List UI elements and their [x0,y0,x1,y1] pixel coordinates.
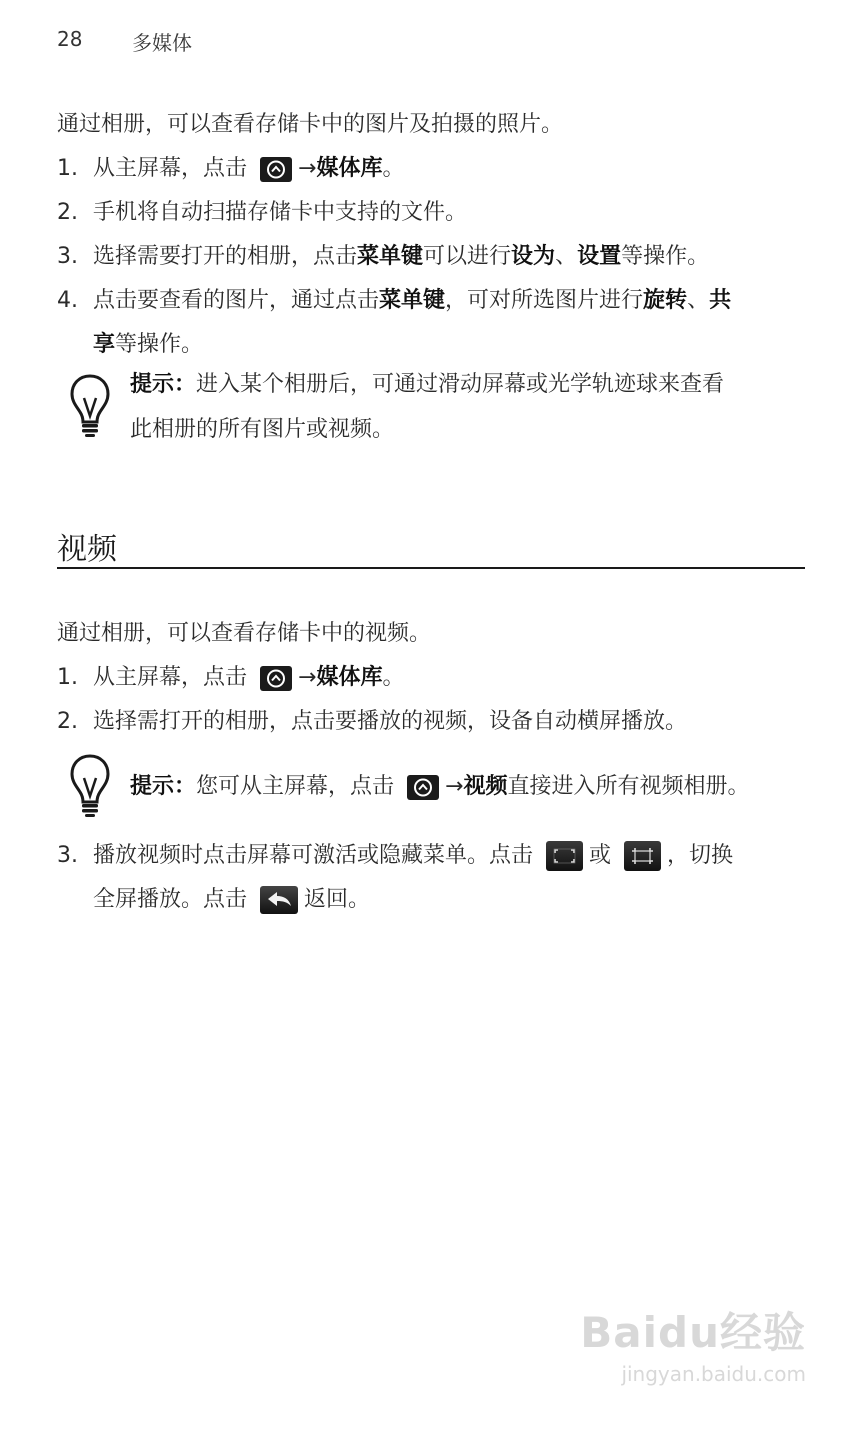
home-button-icon [407,775,439,800]
exit-fullscreen-icon [624,841,661,871]
watermark-url: jingyan.baidu.com [621,1362,806,1386]
album-tip-line2: 此相册的所有图片或视频。 [130,417,395,442]
album-intro: 通过相册，可以查看存储卡中的图片及拍摄的照片。 [57,112,564,137]
home-button-icon [260,666,292,691]
chapter-title: 多媒体 [132,31,192,55]
video-step-1: 1. 从主屏幕，点击 →媒体库。 [57,665,405,690]
album-step-1: 1. 从主屏幕，点击 →媒体库。 [57,156,405,181]
section-title-video: 视频 [57,532,117,567]
album-step-4: 4. 点击要查看的图片，通过点击菜单键，可对所选图片进行旋转、共 [57,288,732,313]
video-step-2: 2. 选择需打开的相册，点击要播放的视频，设备自动横屏播放。 [57,709,688,734]
album-step-2: 2. 手机将自动扫描存储卡中支持的文件。 [57,200,468,225]
video-intro: 通过相册，可以查看存储卡中的视频。 [57,621,432,646]
fullscreen-icon [546,841,583,871]
album-step-4-cont: 享等操作。 [93,332,204,357]
watermark [580,1300,806,1386]
back-icon [260,886,298,914]
lightbulb-icon [68,752,112,824]
video-tip: 提示：您可从主屏幕，点击 →视频直接进入所有视频相册。 [130,774,750,799]
album-tip-line1: 提示：进入某个相册后，可通过滑动屏幕或光学轨迹球来查看 [130,372,725,397]
page-number: 28 [57,27,83,51]
home-button-icon [260,157,292,182]
video-step-3: 3. 播放视频时点击屏幕可激活或隐藏菜单。点击 或 ，切换 [57,841,733,871]
watermark-logo: Baidu经验 [580,1308,806,1357]
section-divider [57,567,805,569]
album-step-3: 3. 选择需要打开的相册，点击菜单键可以进行设为、设置等操作。 [57,244,710,269]
lightbulb-icon [68,372,112,444]
video-step-3-cont: 全屏播放。点击 返回。 [93,887,371,912]
